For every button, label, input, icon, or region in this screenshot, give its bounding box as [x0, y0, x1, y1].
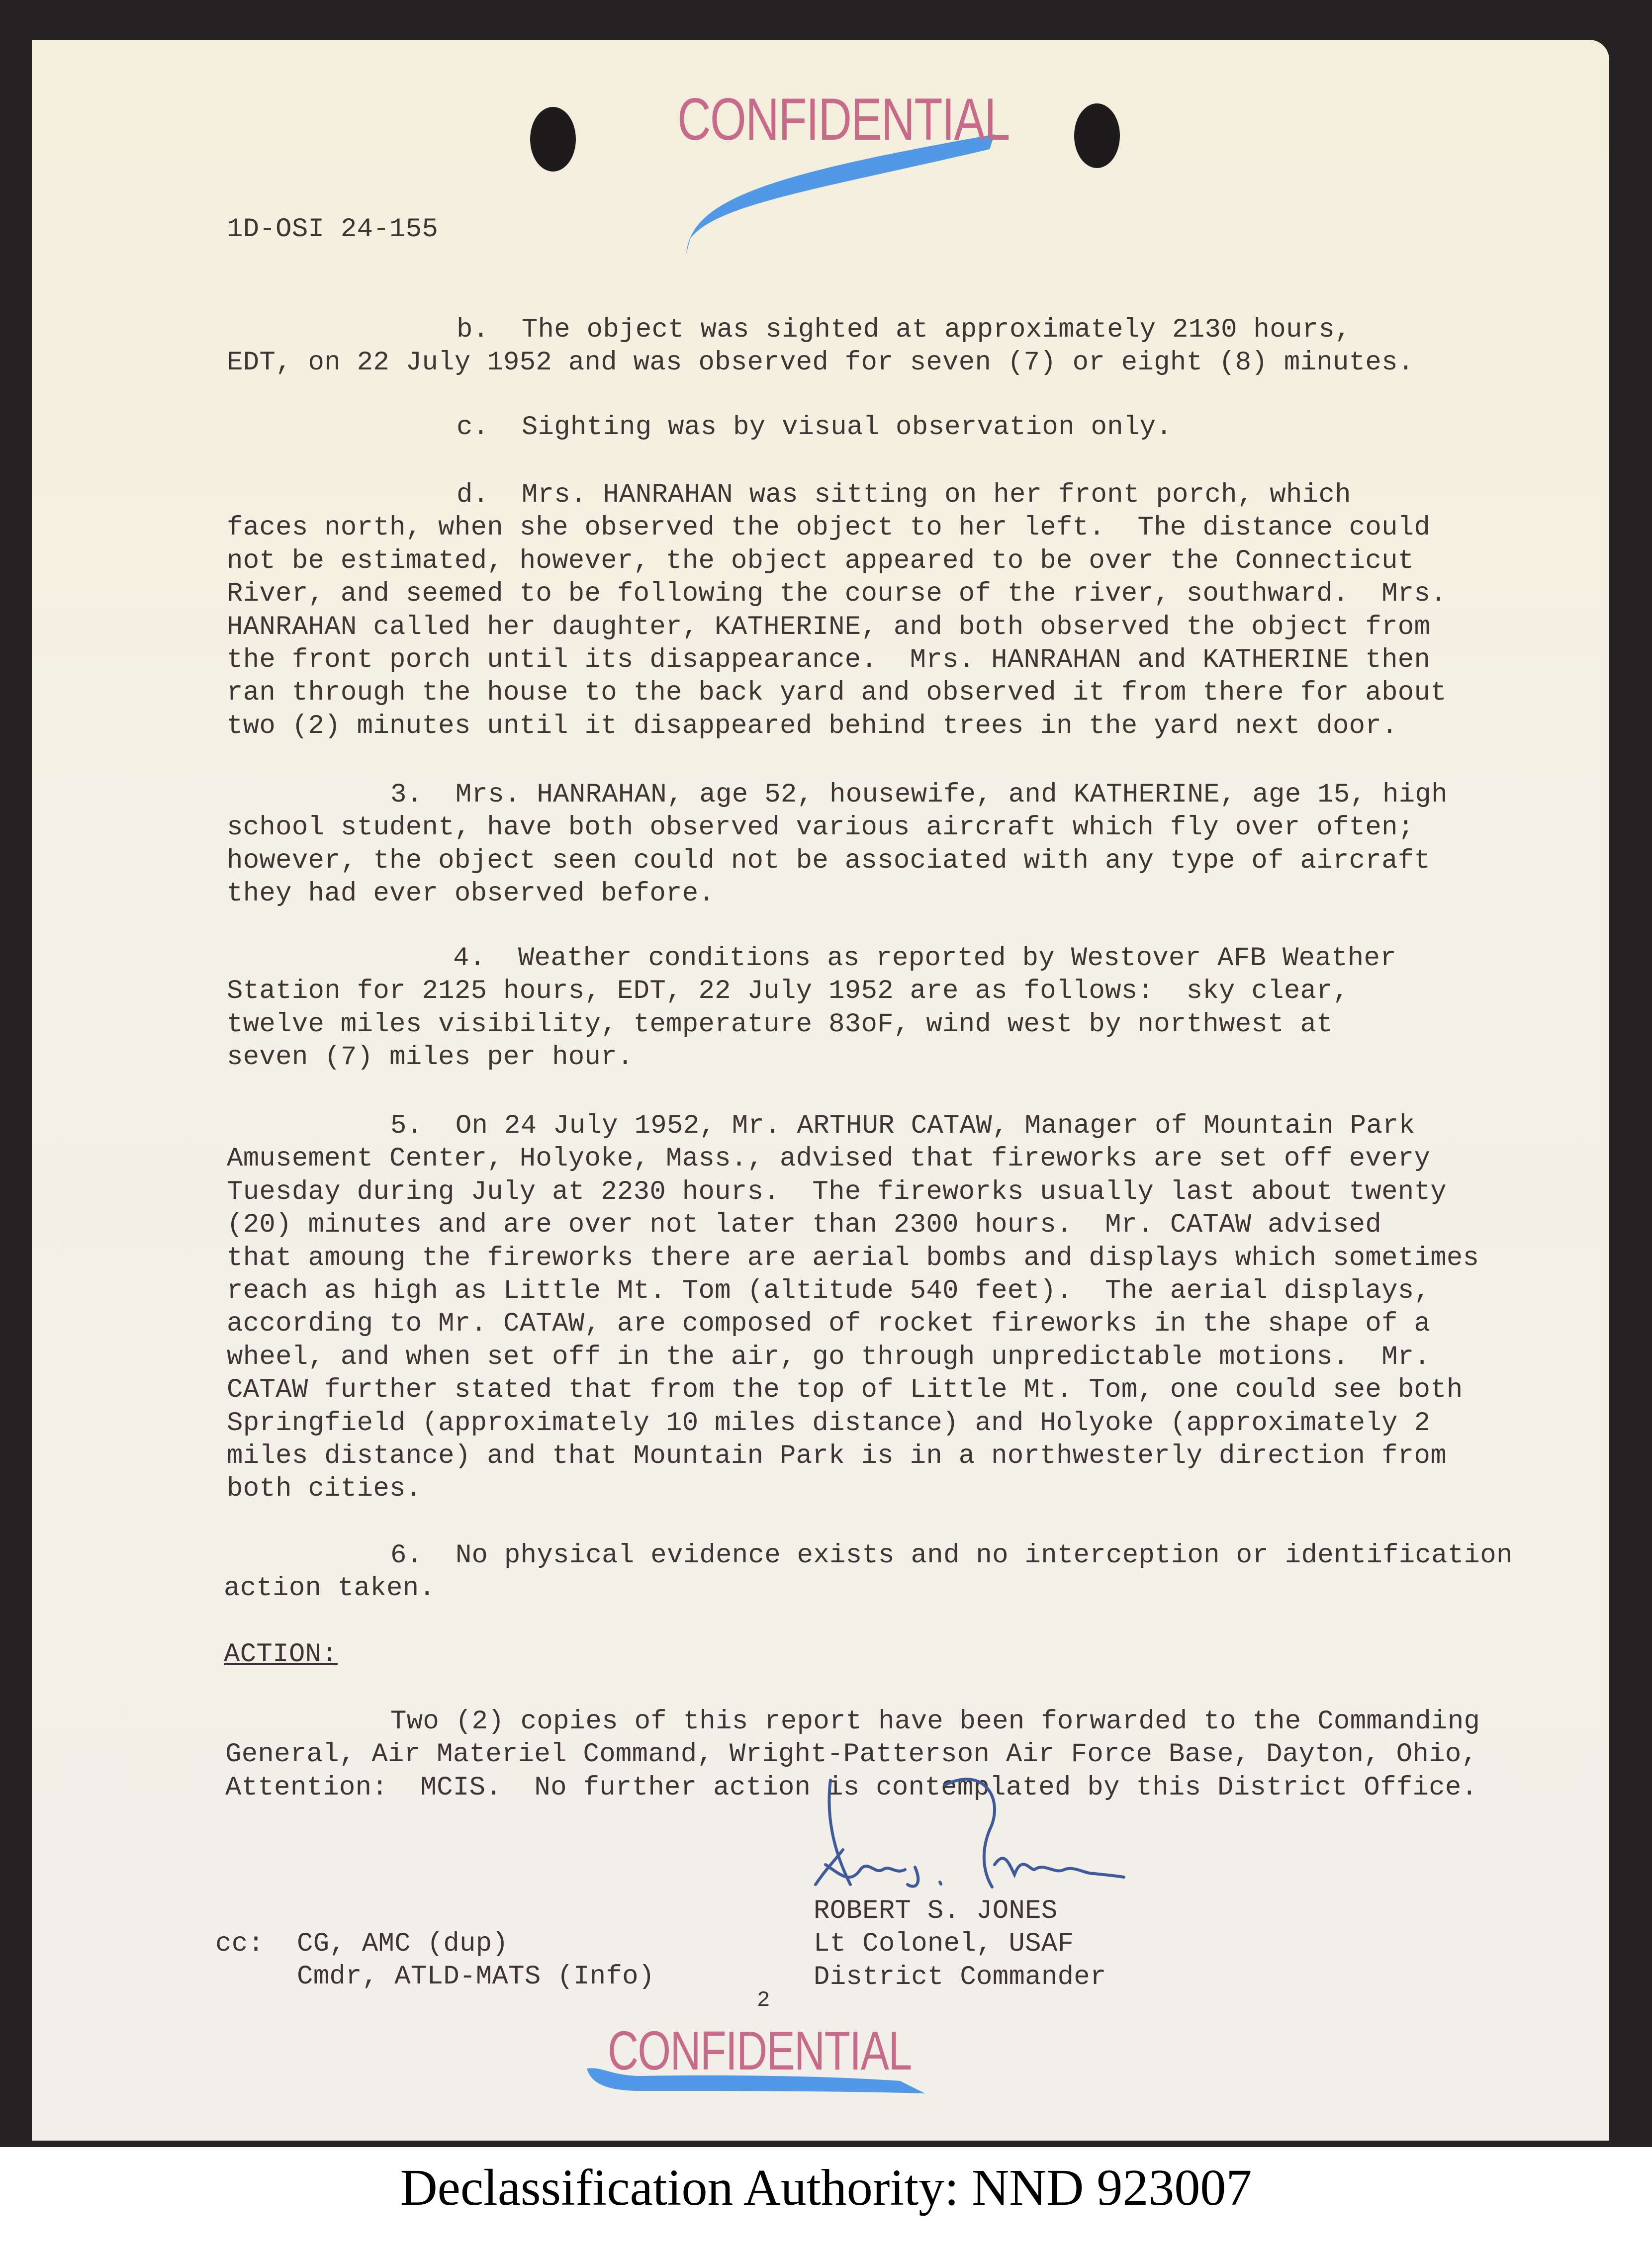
- line: Two (2) copies of this report have been forwarded to the Commanding: [390, 1707, 1480, 1737]
- line: twelve miles visibility, temperature 83oF, wind west by northwest at: [227, 1009, 1333, 1040]
- paragraph-4: [227, 942, 1396, 1075]
- page-number: 2: [757, 1988, 770, 2013]
- line: 6. No physical evidence exists and no interception or identification: [390, 1540, 1513, 1571]
- line: miles distance) and that Mountain Park is in a northwesterly direction from: [227, 1441, 1447, 1472]
- paragraph-3: [227, 779, 1448, 911]
- line: Tuesday during July at 2230 hours. The fireworks usually last about twenty: [227, 1176, 1447, 1207]
- paragraph-5: [227, 1110, 1479, 1506]
- line: b. The object was sighted at approximately 2130 hours,: [457, 315, 1351, 345]
- line: River, and seemed to be following the course of the river, southward. Mrs.: [227, 579, 1447, 610]
- paragraph-d: [227, 479, 1447, 743]
- line: HANRAHAN called her daughter, KATHERINE, and both observed the object from: [227, 612, 1431, 642]
- paragraph-b: [227, 314, 1414, 380]
- signature-block: [814, 1895, 1106, 1994]
- paragraph-c: c. Sighting was by visual observation only.: [457, 412, 1173, 443]
- line: General, Air Materiel Command, Wright-Patterson Air Force Base, Dayton, Ohio,: [225, 1739, 1478, 1770]
- line: that amoung the fireworks there are aerial bombs and displays which sometimes: [227, 1243, 1479, 1273]
- declassification-authority: Declassification Authority: NND 923007: [400, 2159, 1252, 2216]
- punch-hole: [1074, 103, 1120, 168]
- line: Springfield (approximately 10 miles distance) and Holyoke (approximately 2: [227, 1408, 1431, 1439]
- line: 5. On 24 July 1952, Mr. ARTHUR CATAW, Manager of Mountain Park: [390, 1111, 1415, 1141]
- line: reach as high as Little Mt. Tom (altitude 540 feet). The aerial displays,: [227, 1276, 1431, 1307]
- line: ran through the house to the back yard and observed it from there for about: [227, 678, 1447, 709]
- line: Amusement Center, Holyoke, Mass., advised that fireworks are set off every: [227, 1144, 1431, 1174]
- line: not be estimated, however, the object appeared to be over the Connecticut: [227, 545, 1414, 576]
- line: Attention: MCIS. No further action is contemplated by this District Office.: [225, 1772, 1478, 1803]
- cc-item: CG, AMC (dup): [297, 1929, 509, 1959]
- line: wheel, and when set off in the air, go through unpredictable motions. Mr.: [227, 1342, 1431, 1372]
- line: (20) minutes and are over not later than 2300 hours. Mr. CATAW advised: [227, 1210, 1382, 1241]
- line: EDT, on 22 July 1952 and was observed for seven (7) or eight (8) minutes.: [227, 348, 1414, 378]
- signer-title: District Commander: [814, 1962, 1106, 1992]
- line: seven (7) miles per hour.: [227, 1042, 634, 1073]
- line: Station for 2125 hours, EDT, 22 July 1952 are as follows: sky clear,: [227, 976, 1349, 1007]
- signer-name: ROBERT S. JONES: [814, 1896, 1058, 1926]
- line: d. Mrs. HANRAHAN was sitting on her front porch, which: [457, 480, 1351, 510]
- signer-rank: Lt Colonel, USAF: [814, 1929, 1074, 1960]
- file-number: 1D-OSI 24-155: [227, 214, 439, 245]
- confidential-stamp-bottom: CONFIDENTIAL: [608, 2020, 912, 2081]
- line: school student, have both observed various aircraft which fly over often;: [227, 812, 1414, 843]
- handwritten-signature: [796, 1770, 1243, 1894]
- line: the front porch until its disappearance. Mrs. HANRAHAN and KATHERINE then: [227, 645, 1431, 676]
- line: according to Mr. CATAW, are composed of rocket fireworks in the shape of a: [227, 1309, 1431, 1340]
- cc-list: [297, 1928, 655, 1994]
- punch-hole: [530, 107, 576, 172]
- line: faces north, when she observed the object to her left. The distance could: [227, 513, 1431, 543]
- line: action taken.: [224, 1573, 436, 1604]
- line: two (2) minutes until it disappeared behind trees in the yard next door.: [227, 711, 1398, 741]
- line: 4. Weather conditions as reported by Westover AFB Weather: [453, 943, 1396, 974]
- cc-label: cc:: [215, 1929, 265, 1959]
- line: CATAW further stated that from the top of Little Mt. Tom, one could see both: [227, 1375, 1463, 1406]
- action-heading: ACTION:: [224, 1639, 338, 1670]
- line: both cities.: [227, 1474, 422, 1505]
- line: however, the object seen could not be associated with any type of aircraft: [227, 845, 1431, 876]
- confidential-stamp-top: CONFIDENTIAL: [677, 86, 1010, 153]
- paragraph-6: [224, 1539, 1513, 1606]
- line: 3. Mrs. HANRAHAN, age 52, housewife, and KATHERINE, age 15, high: [390, 780, 1448, 810]
- line: they had ever observed before.: [227, 879, 715, 909]
- cc-item: Cmdr, ATLD-MATS (Info): [297, 1962, 655, 1992]
